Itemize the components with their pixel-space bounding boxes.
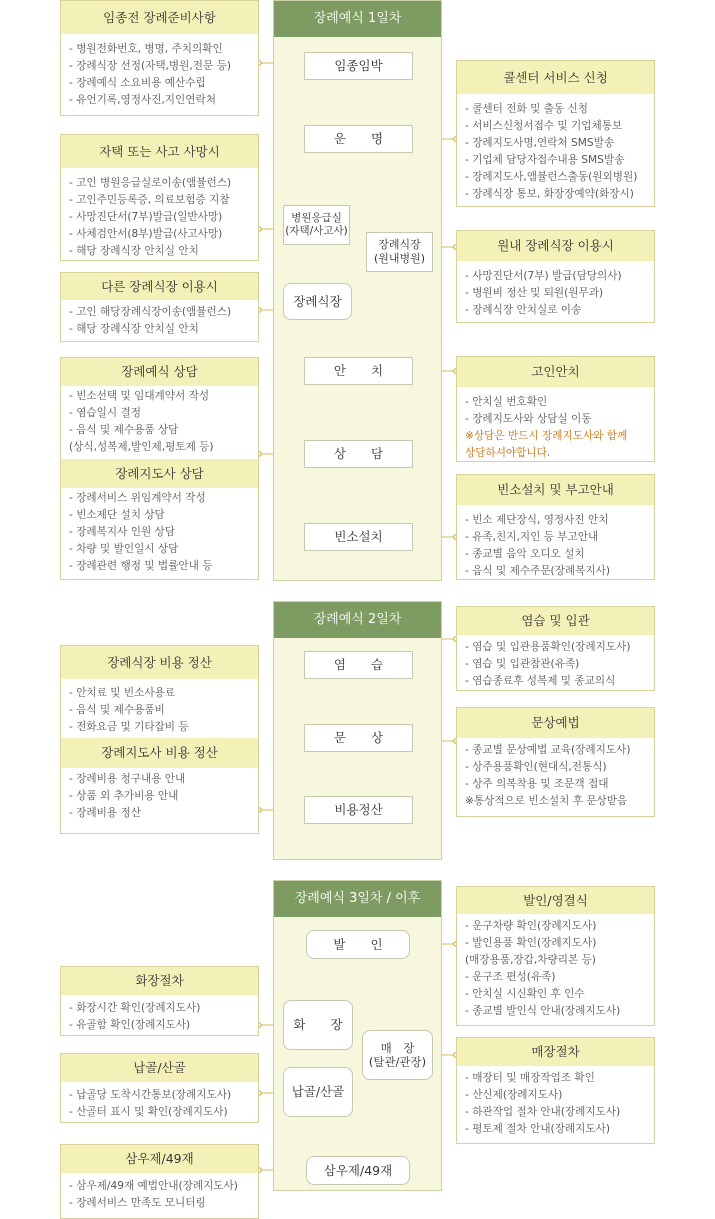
list-item: - 빈소제단 설치 상담	[69, 509, 165, 521]
list-item: - 장례서비스 위임계약서 작성	[69, 492, 206, 504]
list-item: - 염습 및 입관참관(유족)	[465, 658, 580, 670]
card-subtitle: 장례지도사 상담	[61, 459, 258, 488]
card-title: 장례식장 비용 정산	[61, 646, 258, 679]
step-cremation: 화 장	[283, 1000, 353, 1050]
list-item: - 장례지도사명,연락처 SMS발송	[465, 137, 615, 149]
card-list	[457, 738, 654, 816]
note-item: 상담하셔야합니다.	[465, 447, 551, 459]
card-list	[457, 1066, 654, 1144]
list-item: - 고인주민등록증, 의료보험증 지참	[69, 194, 230, 206]
card-home-accident-death	[60, 134, 259, 261]
list-item: - 장례식장 안치실로 이송	[465, 304, 582, 316]
list-item: - 빈소선택 및 임대계약서 작성	[69, 390, 210, 402]
list-item: - 종교별 문상예법 교육(장례지도사)	[465, 744, 631, 756]
list-item: - 장례서비스 만족도 모니터링	[69, 1197, 206, 1209]
list-item: - 안치실 번호확인	[465, 396, 548, 408]
list-item: - 삼우제/49재 예법안내(장례지도사)	[69, 1180, 238, 1192]
list-item: - 운구조 편성(유족)	[465, 971, 556, 983]
day2-header: 장례예식 2일차	[274, 602, 441, 638]
list-item: - 염습종료후 성복제 및 종교의식	[465, 675, 616, 687]
card-title: 고인안치	[457, 357, 654, 387]
list-item: - 음식 및 제수주문(장례복지사)	[465, 565, 610, 577]
card-list	[457, 387, 654, 468]
card-list	[457, 94, 654, 209]
card-title: 삼우제/49재	[61, 1145, 258, 1173]
list-item: - 장례복지사 인원 상담	[69, 526, 176, 538]
card-list	[457, 635, 654, 696]
step-enshrine: 안 치	[304, 357, 413, 385]
list-item: - 사체검안서(8부)발급(사고사망)	[69, 228, 223, 240]
list-item: - 장례지도사와 상담실 이동	[465, 413, 592, 425]
card-other-funeral-hall	[60, 272, 259, 342]
list-item: - 유언기록,영정사진,지인연락처	[69, 94, 216, 106]
list-item: - 평토제 절차 안내(장례지도사)	[465, 1123, 610, 1135]
card-callcenter-service	[456, 60, 655, 207]
card-deceased-enshrine	[456, 356, 655, 462]
step-departure: 발 인	[306, 930, 410, 959]
card-list-2	[61, 768, 258, 828]
list-item: - 운구차량 확인(장례지도사)	[465, 920, 597, 932]
card-inhouse-funeral-hall	[456, 230, 655, 323]
step-washing: 염 습	[304, 651, 413, 679]
card-list	[61, 1082, 258, 1127]
list-item: - 콜센터 전화 및 출동 신청	[465, 103, 588, 115]
list-item: - 병원전화번호, 병명, 주치의확인	[69, 43, 223, 55]
list-item: - 음식 및 제수용품비	[69, 704, 165, 716]
list-item: - 빈소 제단장식, 영정사진 안치	[465, 514, 609, 526]
list-item: - 염습 및 입관용품확인(장례지도사)	[465, 641, 631, 653]
step-death: 운 명	[304, 125, 413, 153]
note-item: ※상담은 반드시 장례지도사와 함께	[465, 430, 628, 442]
list-item: - 사망진단서(7부)발급(일반사망)	[69, 211, 223, 223]
card-title: 다른 장례식장 이용시	[61, 273, 258, 300]
list-item: - 상주 의복착용 및 조문객 접대	[465, 778, 609, 790]
day1-header: 장례예식 1일차	[274, 1, 441, 37]
list-item: - 장례관련 행정 및 법률안내 등	[69, 560, 213, 572]
card-title: 납골/산골	[61, 1054, 258, 1082]
card-memorial-rite	[60, 1144, 259, 1219]
step-imminent-death: 임종임박	[304, 52, 413, 80]
card-condolence-etiquette	[456, 707, 655, 817]
step-enshrinement: 납골/산골	[283, 1067, 353, 1117]
list-item: - 장례예식 소요비용 예산수립	[69, 77, 206, 89]
list-item: - 차량 및 발인일시 상담	[69, 543, 179, 555]
card-list	[61, 1173, 258, 1218]
card-cremation-procedure	[60, 966, 259, 1036]
list-item: - 사망진단서(7부) 발급(담당의사)	[465, 270, 622, 282]
card-title: 발인/영결식	[457, 887, 654, 914]
list-item: - 산골터 표시 및 확인(장례지도사)	[69, 1106, 228, 1118]
list-item: - 장례지도사,앰뷸런스출동(원외병원)	[465, 171, 638, 183]
list-item: - 장례비용 정산	[69, 807, 141, 819]
list-item: (매장용품,장갑,차량리본 등)	[465, 954, 596, 966]
card-title: 자택 또는 사고 사망시	[61, 135, 258, 168]
card-list	[61, 679, 258, 738]
card-burial-procedure	[456, 1037, 655, 1144]
list-item: - 발인용품 확인(장례지도사)	[465, 937, 597, 949]
list-item: - 고인 해당장례식장이송(앰뷸런스)	[69, 306, 232, 318]
card-washing-coffin	[456, 606, 655, 691]
card-list	[61, 995, 258, 1040]
list-item: - 기업체 담당자접수내용 SMS발송	[465, 154, 625, 166]
card-title: 문상예법	[457, 708, 654, 738]
step-altar-setup: 빈소설치	[304, 523, 413, 551]
list-item: ※통상적으로 빈소설치 후 문상받음	[465, 795, 628, 807]
card-title: 장례예식 상담	[61, 358, 258, 386]
card-pre-death-prep	[60, 0, 259, 116]
card-funeral-consult	[60, 357, 259, 580]
card-funeral-hall-cost	[60, 645, 259, 834]
card-title: 콜센터 서비스 신청	[457, 61, 654, 94]
card-list-2	[61, 488, 258, 581]
list-item: - 종교별 발인식 안내(장례지도사)	[465, 1005, 621, 1017]
card-departure-ceremony	[456, 886, 655, 1026]
step-condolence: 문 상	[304, 724, 413, 752]
card-list	[457, 914, 654, 1026]
list-item: - 매장터 및 매장작업조 확인	[465, 1072, 595, 1084]
list-item: - 유족,친지,지인 등 부고안내	[465, 531, 599, 543]
card-enshrinement	[60, 1053, 259, 1123]
list-item: - 서비스신청서접수 및 기업체통보	[465, 120, 623, 132]
list-item: - 종교별 음악 오디오 설치	[465, 548, 585, 560]
list-item: - 산신제(장례지도사)	[465, 1089, 563, 1101]
list-item: - 음식 및 제수용품 상담	[69, 424, 179, 436]
list-item: (상식,성복제,발인제,평토제 등)	[69, 441, 214, 453]
list-item: - 유골함 확인(장례지도사)	[69, 1019, 191, 1031]
card-list	[61, 300, 258, 344]
step-cost-settlement: 비용정산	[304, 796, 413, 824]
list-item: - 상주용품확인(현대식,전통식)	[465, 761, 607, 773]
list-item: - 안치실 시신확인 후 인수	[465, 988, 585, 1000]
list-item: - 화장시간 확인(장례지도사)	[69, 1002, 201, 1014]
step-funeral-hall: 장례식장	[283, 283, 352, 320]
list-item: - 안치료 및 빈소사용료	[69, 687, 176, 699]
step-memorial-rite: 삼우제/49재	[306, 1156, 410, 1185]
list-item: - 하관작업 절차 안내(장례지도사)	[465, 1106, 621, 1118]
day3-header: 장례예식 3일차 / 이후	[274, 881, 441, 917]
card-list	[61, 386, 258, 459]
card-subtitle: 장례지도사 비용 정산	[61, 738, 258, 768]
card-altar-obituary	[456, 474, 655, 580]
card-list	[457, 261, 654, 325]
list-item: - 전화요금 및 기타잡비 등	[69, 721, 189, 733]
list-item: - 납골당 도착시간통보(장례지도사)	[69, 1089, 232, 1101]
list-item: - 장례식장 선정(자택,병원,전문 등)	[69, 60, 231, 72]
card-title: 빈소설치 및 부고안내	[457, 475, 654, 505]
card-list	[61, 34, 258, 115]
list-item: - 장례식장 통보, 화장장예약(화장시)	[465, 188, 634, 200]
step-hospital-er: 병원응급실 (자택/사고사)	[283, 205, 350, 245]
list-item: - 병원비 정산 및 퇴원(원무과)	[465, 287, 604, 299]
list-item: - 해당 장례식장 안치실 안치	[69, 245, 199, 257]
card-title: 임종전 장례준비사항	[61, 1, 258, 34]
step-inhouse-funeral-hall: 장례식장 (원내병원)	[366, 232, 433, 272]
card-title: 매장절차	[457, 1038, 654, 1066]
step-consult: 상 담	[304, 440, 413, 468]
list-item: - 고인 병원응급실로이송(앰뷸런스)	[69, 177, 232, 189]
card-list	[457, 505, 654, 586]
list-item: - 상품 외 추가비용 안내	[69, 790, 179, 802]
step-burial: 매 장 (탈관/관장)	[362, 1030, 433, 1080]
card-title: 원내 장례식장 이용시	[457, 231, 654, 261]
list-item: - 장례비용 청구내용 안내	[69, 773, 186, 785]
card-title: 화장절차	[61, 967, 258, 995]
card-list	[61, 168, 258, 266]
list-item: - 해당 장례식장 안치실 안치	[69, 323, 199, 335]
list-item: - 염습일시 결정	[69, 407, 141, 419]
card-title: 염습 및 입관	[457, 607, 654, 635]
